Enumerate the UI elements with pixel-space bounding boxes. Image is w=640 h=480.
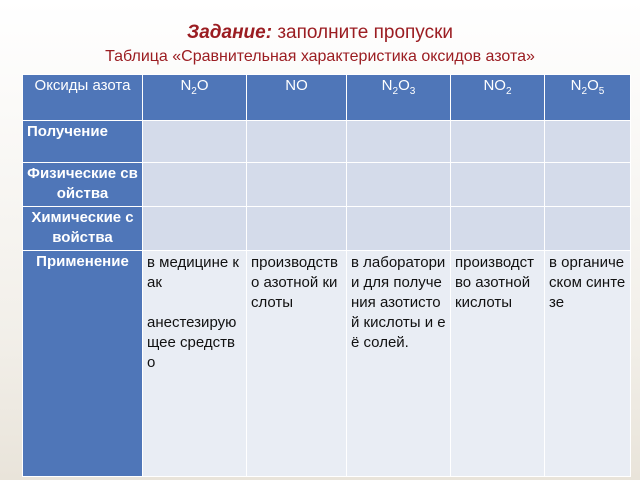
task-title bbox=[0, 22, 640, 44]
table-row bbox=[23, 121, 631, 163]
blank-cell[interactable] bbox=[347, 207, 451, 251]
blank-cell[interactable] bbox=[545, 207, 631, 251]
application-n2o bbox=[143, 251, 247, 477]
row-header-chemical: Химические свойства bbox=[23, 207, 143, 251]
table-row bbox=[23, 163, 631, 207]
row-header-production: Получение bbox=[23, 121, 143, 163]
application-text: в органическом синтезе bbox=[549, 254, 626, 311]
blank-cell[interactable] bbox=[247, 207, 347, 251]
application-text: в медицине как bbox=[147, 254, 239, 291]
blank-cell[interactable] bbox=[247, 163, 347, 207]
blank-cell[interactable] bbox=[143, 121, 247, 163]
header-n2o5: $N_2O_5$ bbox=[545, 75, 631, 121]
blank-cell[interactable] bbox=[247, 121, 347, 163]
header-n2o: $N_2O$ bbox=[143, 75, 247, 121]
task-label: Задание: bbox=[186, 22, 273, 43]
blank-cell[interactable] bbox=[143, 207, 247, 251]
row-header-application: Применение bbox=[23, 251, 143, 477]
table-caption: Таблица «Сравнительная характеристика оксидов азота» bbox=[105, 48, 535, 65]
blank-cell[interactable] bbox=[347, 121, 451, 163]
blank-cell[interactable] bbox=[545, 121, 631, 163]
application-text: в лаборатории для получения азотистой кислоты и её солей. bbox=[351, 254, 446, 351]
table-row bbox=[23, 207, 631, 251]
header-n2o3: $N_2O_3$ bbox=[347, 75, 451, 121]
application-no2 bbox=[451, 251, 545, 477]
blank-cell[interactable] bbox=[143, 163, 247, 207]
blank-cell[interactable] bbox=[347, 163, 451, 207]
table-row bbox=[23, 251, 631, 477]
header-row bbox=[23, 75, 631, 121]
blank-cell[interactable] bbox=[451, 121, 545, 163]
application-n2o3 bbox=[347, 251, 451, 477]
blank-cell[interactable] bbox=[545, 163, 631, 207]
header-no: NO bbox=[247, 75, 347, 121]
application-text: анестезирующее средство bbox=[147, 314, 237, 371]
application-text: производство азотной кислоты bbox=[455, 254, 534, 311]
header-no2: $NO_2$ bbox=[451, 75, 545, 121]
application-n2o5 bbox=[545, 251, 631, 477]
blank-cell[interactable] bbox=[451, 207, 545, 251]
task-text: заполните пропуски bbox=[277, 22, 454, 43]
oxides-comparison-table bbox=[22, 74, 631, 477]
corner-header: Оксиды азота bbox=[23, 75, 143, 121]
row-header-physical: Физические свойства bbox=[23, 163, 143, 207]
application-text: производство азотной кислоты bbox=[251, 254, 338, 311]
application-no bbox=[247, 251, 347, 477]
blank-cell[interactable] bbox=[451, 163, 545, 207]
